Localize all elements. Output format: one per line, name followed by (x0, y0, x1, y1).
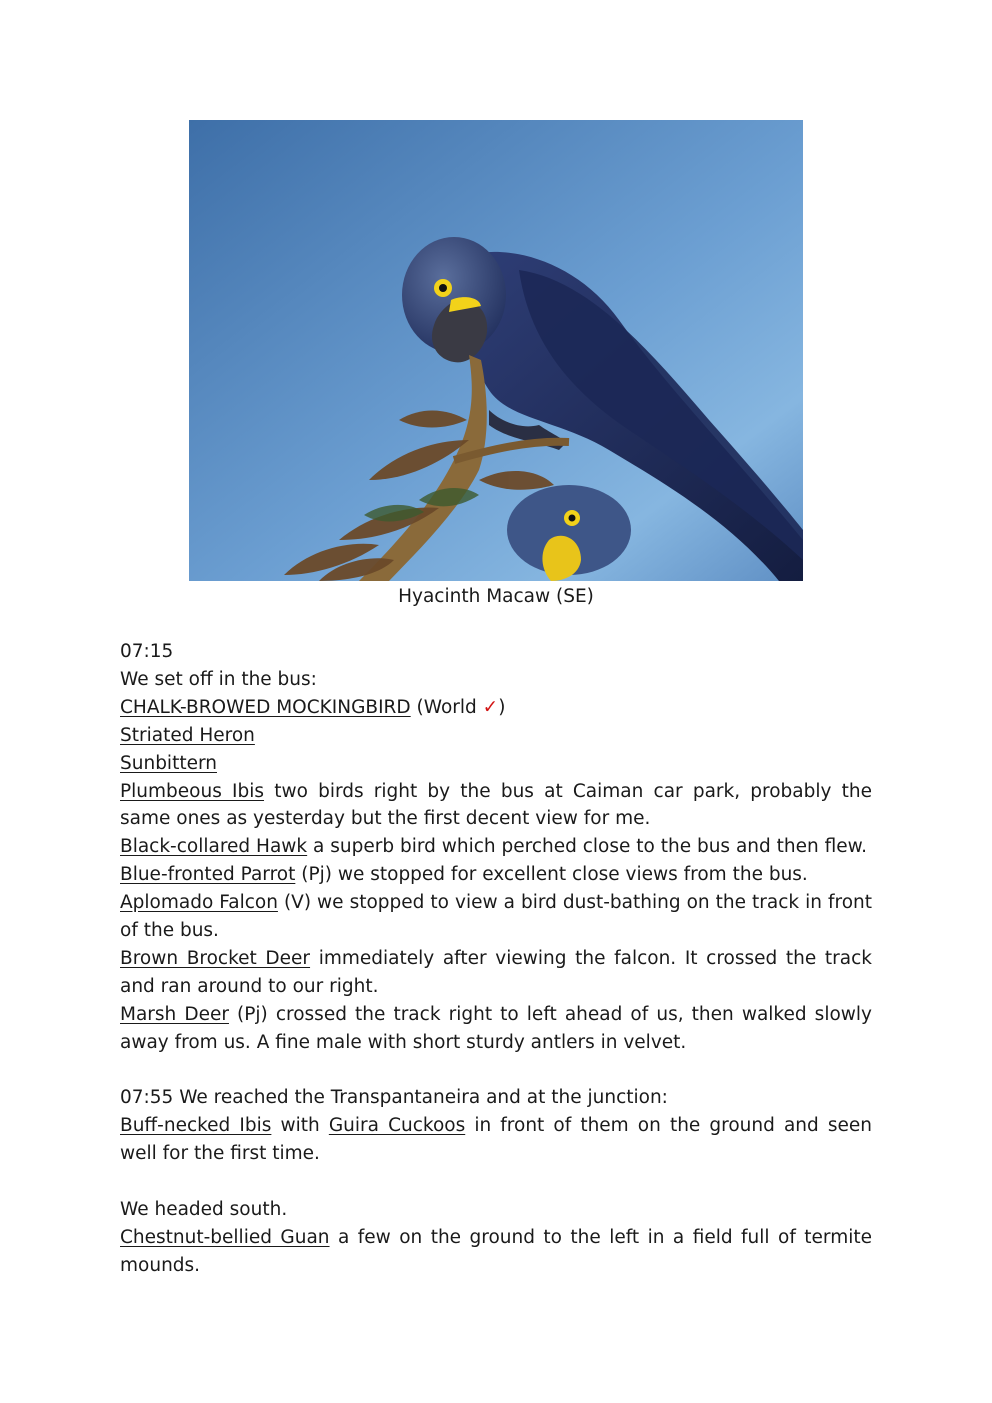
checkmark-icon: ✓ (482, 696, 499, 718)
species-name: Buff-necked Ibis (120, 1115, 272, 1137)
species-entry (120, 750, 872, 778)
species-note: (Pj) crossed the track right to left ahead of us, then walked slowly away from us. A fine male with short sturdy antlers in velvet. (120, 1003, 872, 1053)
species-name: Chestnut-bellied Guan (120, 1227, 330, 1248)
species-name: Brown Brocket Deer (120, 947, 311, 969)
paragraph-gap (120, 1168, 872, 1196)
species-note-end: ) (498, 696, 506, 718)
species-name: Blue-fronted Parrot (120, 864, 296, 886)
species-note: (World (410, 696, 483, 718)
time-heading: 07:15 (120, 641, 174, 662)
section-intro: We headed south. (120, 1199, 288, 1221)
species-note: immediately after viewing the falcon. It crossed the track and ran around to our right. (120, 947, 872, 997)
species-name: CHALK-BROWED MOCKINGBIRD (120, 696, 411, 718)
species-note: (Pj) we stopped for excellent close views from the bus. (295, 864, 808, 886)
species-entry (120, 945, 872, 1001)
species-name: Striated Heron (120, 724, 255, 746)
species-name: Aplomado Falcon (120, 892, 278, 914)
species-entry (120, 694, 872, 722)
species-entry (120, 1112, 872, 1168)
species-entry (120, 833, 872, 861)
species-note: two birds right by the bus at Caiman car park, probably the same ones as yesterday but the first decent view for me. (120, 780, 872, 830)
connector-text: with (271, 1115, 329, 1137)
species-name: Black-collared Hawk (120, 836, 308, 858)
hyacinth-macaw-photo (189, 120, 803, 581)
species-note: a few on the ground to the left in a field full of termite mounds. (120, 1227, 872, 1276)
species-entry (120, 1224, 872, 1280)
section-intro: 07:55 We reached the Transpantaneira and at the junction: (120, 1087, 668, 1109)
species-name: Plumbeous Ibis (120, 780, 265, 802)
species-entry (120, 1001, 872, 1057)
species-note: (V) we stopped to view a bird dust-bathing on the track in front of the bus. (120, 892, 873, 942)
species-entry (120, 722, 872, 750)
photo-caption: Hyacinth Macaw (SE) (398, 586, 594, 607)
species-note: a superb bird which perched close to the bus and then flew. (307, 836, 867, 858)
trip-report-body (120, 638, 872, 1280)
species-name: Sunbittern (120, 752, 217, 774)
species-entry (120, 861, 872, 889)
species-entry (120, 778, 872, 834)
species-name: Guira Cuckoos (328, 1115, 466, 1137)
section-intro: We set off in the bus: (120, 668, 317, 690)
species-note: in front of them on the ground and seen well for the first time. (120, 1115, 872, 1165)
paragraph-gap (120, 1057, 872, 1085)
species-entry (120, 889, 872, 945)
species-name: Marsh Deer (120, 1003, 229, 1025)
